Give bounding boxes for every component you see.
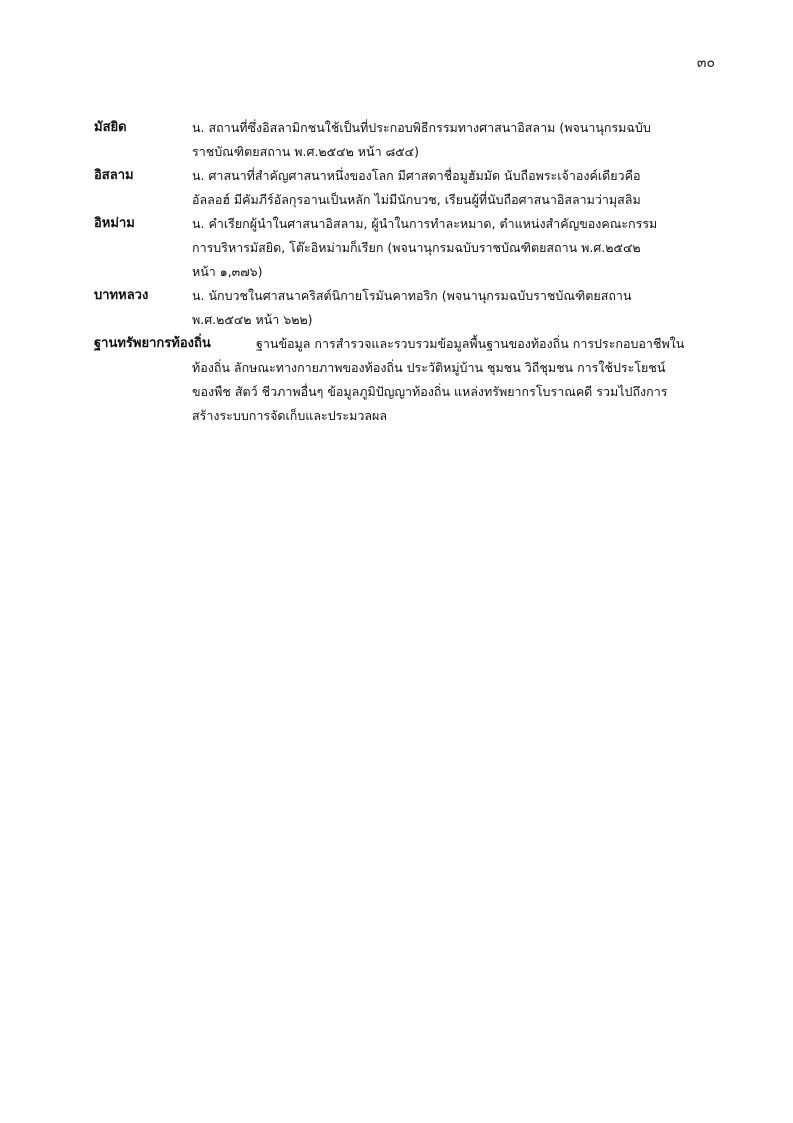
glossary-term: บาทหลวง (94, 288, 149, 303)
definition-line: น. ศาสนาที่สำคัญศาสนาหนึ่งของโลก มีศาสดาชื่อมูฮัมมัด นับถือพระเจ้าองค์เดียวคือ (192, 168, 641, 183)
glossary-term: อิหม่าม (94, 216, 135, 231)
glossary-definition (192, 212, 724, 284)
glossary-entry (94, 164, 724, 212)
glossary-definition (192, 164, 724, 212)
glossary-entry (94, 284, 724, 332)
definition-line: หน้า ๑,๓๗๖) (192, 264, 263, 279)
glossary-term: ฐานทรัพยากรท้องถิ่น (94, 336, 211, 351)
glossary-definition (192, 116, 724, 164)
definition-line: พ.ศ.๒๕๔๒ หน้า ๖๒๒) (192, 312, 313, 327)
definition-line: น. คำเรียกผู้นำในศาสนาอิสลาม, ผู้นำในการทำละหมาด, ตำแหน่งสำคัญของคณะกรรม (192, 216, 658, 231)
glossary-definition (192, 332, 724, 428)
definition-line: ฐานข้อมูล การสำรวจและรวบรวมข้อมูลพื้นฐานของท้องถิ่น การประกอบอาชีพใน (256, 336, 685, 351)
glossary-entry (94, 332, 724, 428)
glossary-term: มัสยิด (94, 120, 127, 135)
definition-line: น. สถานที่ซึ่งอิสลามิกชนใช้เป็นที่ประกอบพิธีกรรมทางศาสนาอิสลาม (พจนานุกรมฉบับ (192, 120, 651, 135)
glossary-list (94, 116, 724, 428)
definition-line: ท้องถิ่น ลักษณะทางกายภาพของท้องถิ่น ประวัติหมู่บ้าน ชุมชน วิถีชุมชน การใช้ประโยชน์ (192, 360, 666, 375)
definition-line: การบริหารมัสยิด, โต๊ะอิหม่ามก็เรียก (พจนานุกรมฉบับราชบัณฑิตยสถาน พ.ศ.๒๕๔๒ (192, 240, 641, 255)
definition-line: อัลลอฮ์ มีคัมภีร์อัลกุรอานเป็นหลัก ไม่มีนักบวช, เรียนผู้ที่นับถือศาสนาอิสลามว่ามุสลิม (192, 192, 641, 207)
definition-line: ของพืช สัตว์ ชีวภาพอื่นๆ ข้อมูลภูมิปัญญาท้องถิ่น แหล่งทรัพยากรโบราณคดี รวมไปถึงการ (192, 384, 668, 399)
definition-line: น. นักบวชในศาสนาคริสต์นิกายโรมันคาทอริก (พจนานุกรมฉบับราชบัณฑิตยสถาน (192, 288, 632, 303)
page-number: ๓๐ (696, 55, 715, 71)
definition-line: ราชบัณฑิตยสถาน พ.ศ.๒๕๔๒ หน้า ๘๕๔) (192, 144, 420, 159)
glossary-entry (94, 116, 724, 164)
glossary-definition (192, 284, 724, 332)
glossary-term: อิสลาม (94, 168, 134, 183)
definition-line: สร้างระบบการจัดเก็บและประมวลผล (192, 408, 387, 423)
glossary-entry (94, 212, 724, 284)
